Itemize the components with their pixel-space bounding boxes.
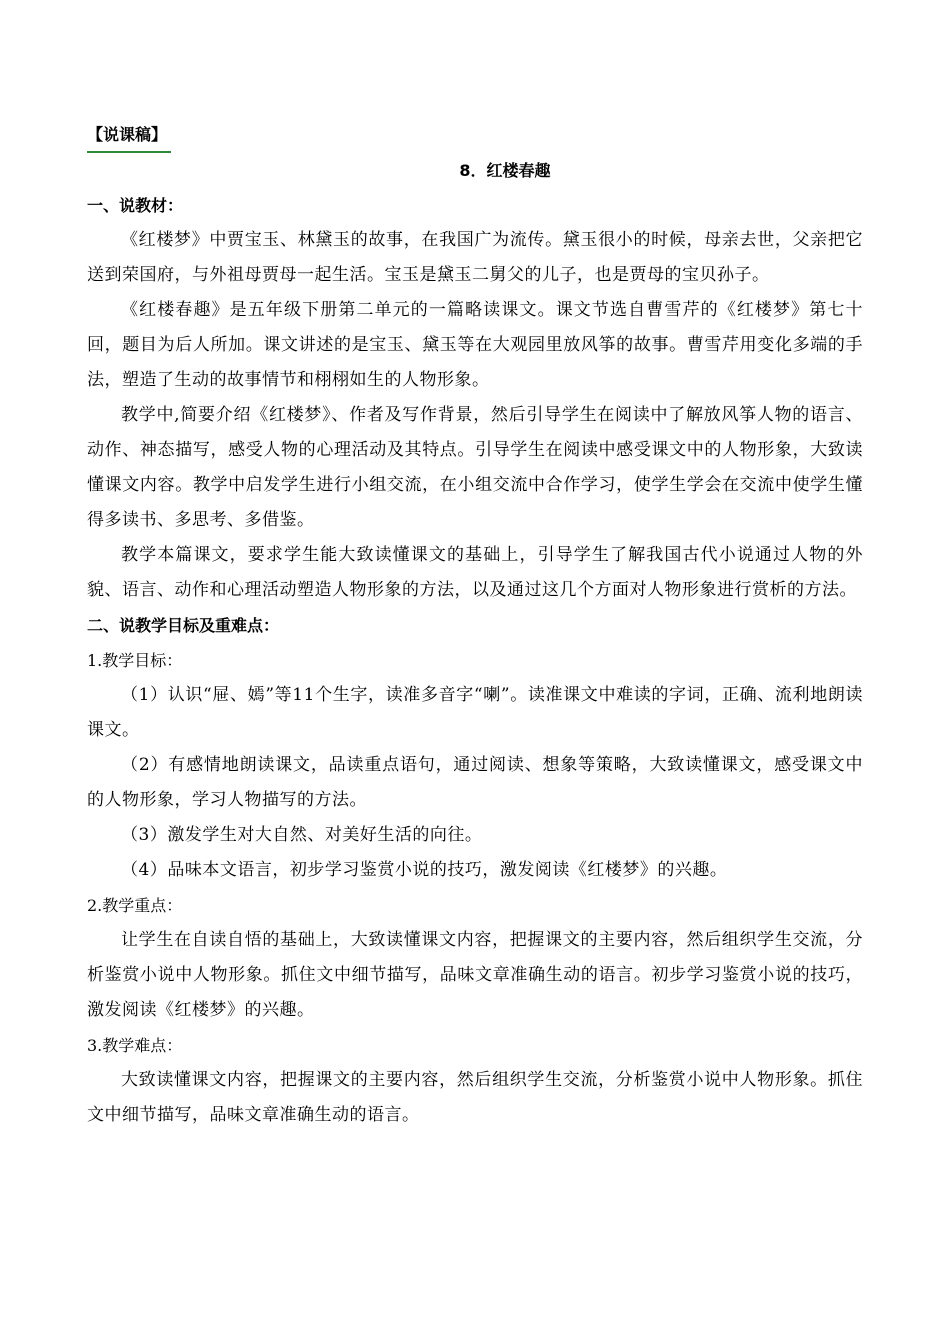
difficult-points-subheading: 3.教学难点： [87,1036,183,1055]
goal-item-1: （1）认识“屉、嫣”等11个生字，读准多音字“喇”。读准课文中难读的字词，正确、流利地朗读课文。 [87,685,863,740]
difficult-points-text: 大致读懂课文内容，把握课文的主要内容，然后组织学生交流，分析鉴赏小说中人物形象。抓住文中细节描写，品味文章准确生动的语言。 [87,1070,863,1125]
tag-line [87,118,863,153]
goal-item-2: （2）有感情地朗读课文，品读重点语句，通过阅读、想象等策略，大致读懂课文，感受课文中的人物形象，学习人物描写的方法。 [87,755,863,810]
section-heading-goals: 二、说教学目标及重难点： [87,616,280,635]
goal-item-3: （3）激发学生对大自然、对美好生活的向往。 [121,825,483,845]
materials-paragraph-4: 教学本篇课文，要求学生能大致读懂课文的基础上，引导学生了解我国古代小说通过人物的外貌、语言、动作和心理活动塑造人物形象的方法，以及通过这几个方面对人物形象进行赏析的方法。 [87,545,863,600]
goal-item-4: （4）品味本文语言，初步学习鉴赏小说的技巧，激发阅读《红楼梦》的兴趣。 [121,860,728,880]
lesson-title: 8．红楼春趣 [459,161,551,180]
key-points-text: 让学生在自读自悟的基础上，大致读懂课文内容，把握课文的主要内容，然后组织学生交流，分析鉴赏小说中人物形象。抓住文中细节描写，品味文章准确生动的语言。初步学习鉴赏小说的技巧，激发阅读《红楼梦》的兴趣。 [87,930,863,1020]
materials-paragraph-3: 教学中,简要介绍《红楼梦》、作者及写作背景，然后引导学生在阅读中了解放风筝人物的语言、动作、神态描写，感受人物的心理活动及其特点。引导学生在阅读中感受课文中的人物形象，大致读懂课文内容。教学中启发学生进行小组交流，在小组交流中合作学习，使学生学会在交流中使学生懂得多读书、多思考、多借鉴。 [87,405,863,530]
goals-subheading: 1.教学目标： [87,651,183,670]
document-tag: 【说课稿】 [87,119,171,153]
materials-paragraph-1: 《红楼梦》中贾宝玉、林黛玉的故事，在我国广为流传。黛玉很小的时候，母亲去世，父亲把它送到荣国府，与外祖母贾母一起生活。宝玉是黛玉二舅父的儿子，也是贾母的宝贝孙子。 [87,230,863,285]
materials-paragraph-2: 《红楼春趣》是五年级下册第二单元的一篇略读课文。课文节选自曹雪芹的《红楼梦》第七十回，题目为后人所加。课文讲述的是宝玉、黛玉等在大观园里放风筝的故事。曹雪芹用变化多端的手法，塑造了生动的故事情节和栩栩如生的人物形象。 [87,300,863,390]
section-heading-materials: 一、说教材： [87,196,184,215]
document-page [87,118,863,1133]
key-points-subheading: 2.教学重点： [87,896,183,915]
